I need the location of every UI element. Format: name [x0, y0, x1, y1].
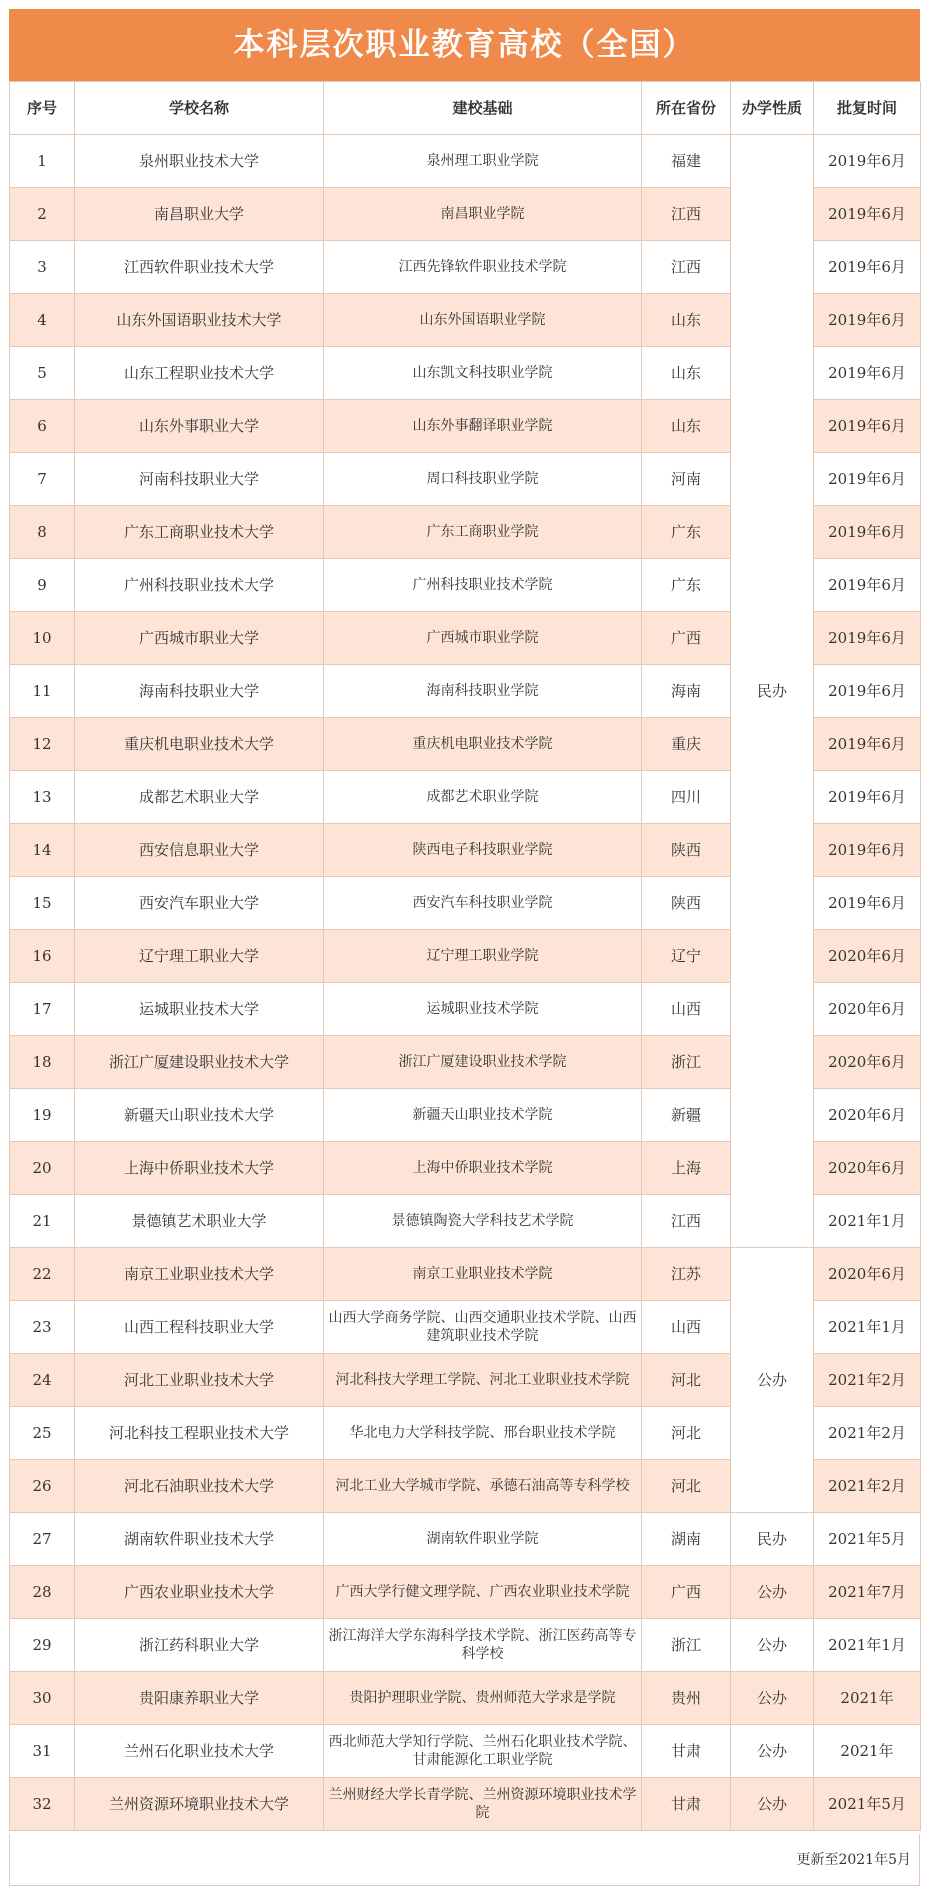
cell-founding-basis: 西北师范大学知行学院、兰州石化职业技术学院、甘肃能源化工职业学院	[324, 1725, 642, 1778]
header-approval-date: 批复时间	[814, 82, 921, 135]
cell-approval-date: 2021年	[814, 1725, 921, 1778]
cell-no: 28	[10, 1566, 75, 1619]
cell-school-name: 运城职业技术大学	[75, 983, 324, 1036]
cell-approval-date: 2019年6月	[814, 347, 921, 400]
cell-founding-basis: 南京工业职业技术学院	[324, 1248, 642, 1301]
cell-province: 广西	[642, 1566, 731, 1619]
cell-no: 9	[10, 559, 75, 612]
cell-founding-basis: 广西大学行健文理学院、广西农业职业技术学院	[324, 1566, 642, 1619]
cell-founding-basis: 上海中侨职业技术学院	[324, 1142, 642, 1195]
cell-school-name: 南昌职业大学	[75, 188, 324, 241]
cell-school-name: 浙江广厦建设职业技术大学	[75, 1036, 324, 1089]
cell-founding-basis: 景德镇陶瓷大学科技艺术学院	[324, 1195, 642, 1248]
cell-approval-date: 2019年6月	[814, 612, 921, 665]
cell-school-name: 上海中侨职业技术大学	[75, 1142, 324, 1195]
cell-founding-basis: 浙江海洋大学东海科学技术学院、浙江医药高等专科学校	[324, 1619, 642, 1672]
cell-no: 15	[10, 877, 75, 930]
cell-province: 重庆	[642, 718, 731, 771]
cell-no: 20	[10, 1142, 75, 1195]
cell-approval-date: 2019年6月	[814, 877, 921, 930]
cell-school-name: 广西农业职业技术大学	[75, 1566, 324, 1619]
header-row	[10, 82, 921, 135]
cell-province: 河北	[642, 1407, 731, 1460]
cell-province: 辽宁	[642, 930, 731, 983]
cell-no: 1	[10, 135, 75, 188]
cell-founding-basis: 广西城市职业学院	[324, 612, 642, 665]
table-row	[10, 1248, 921, 1301]
cell-province: 甘肃	[642, 1778, 731, 1831]
header-nature: 办学性质	[731, 82, 814, 135]
cell-province: 福建	[642, 135, 731, 188]
cell-no: 25	[10, 1407, 75, 1460]
cell-no: 29	[10, 1619, 75, 1672]
cell-nature: 公办	[731, 1619, 814, 1672]
cell-approval-date: 2021年1月	[814, 1301, 921, 1354]
cell-province: 陕西	[642, 824, 731, 877]
cell-school-name: 西安汽车职业大学	[75, 877, 324, 930]
cell-province: 山西	[642, 983, 731, 1036]
cell-province: 海南	[642, 665, 731, 718]
cell-approval-date: 2021年2月	[814, 1354, 921, 1407]
cell-no: 6	[10, 400, 75, 453]
cell-school-name: 河北科技工程职业技术大学	[75, 1407, 324, 1460]
cell-no: 8	[10, 506, 75, 559]
cell-no: 5	[10, 347, 75, 400]
cell-approval-date: 2019年6月	[814, 771, 921, 824]
cell-no: 27	[10, 1513, 75, 1566]
cell-founding-basis: 山东外事翻译职业学院	[324, 400, 642, 453]
cell-province: 河南	[642, 453, 731, 506]
cell-province: 广西	[642, 612, 731, 665]
cell-approval-date: 2021年2月	[814, 1407, 921, 1460]
cell-approval-date: 2019年6月	[814, 135, 921, 188]
cell-province: 河北	[642, 1460, 731, 1513]
table-row	[10, 135, 921, 188]
cell-no: 24	[10, 1354, 75, 1407]
cell-founding-basis: 成都艺术职业学院	[324, 771, 642, 824]
cell-founding-basis: 河北工业大学城市学院、承德石油高等专科学校	[324, 1460, 642, 1513]
cell-approval-date: 2021年1月	[814, 1619, 921, 1672]
cell-approval-date: 2019年6月	[814, 824, 921, 877]
cell-province: 陕西	[642, 877, 731, 930]
cell-approval-date: 2020年6月	[814, 1089, 921, 1142]
cell-no: 32	[10, 1778, 75, 1831]
cell-no: 3	[10, 241, 75, 294]
cell-nature-public-group: 公办	[731, 1248, 814, 1513]
cell-school-name: 广西城市职业大学	[75, 612, 324, 665]
cell-no: 16	[10, 930, 75, 983]
cell-school-name: 兰州资源环境职业技术大学	[75, 1778, 324, 1831]
cell-nature-private-group: 民办	[731, 135, 814, 1248]
cell-no: 11	[10, 665, 75, 718]
cell-province: 广东	[642, 559, 731, 612]
cell-founding-basis: 湖南软件职业学院	[324, 1513, 642, 1566]
cell-province: 新疆	[642, 1089, 731, 1142]
cell-no: 31	[10, 1725, 75, 1778]
cell-no: 17	[10, 983, 75, 1036]
cell-founding-basis: 贵阳护理职业学院、贵州师范大学求是学院	[324, 1672, 642, 1725]
cell-school-name: 山东外国语职业技术大学	[75, 294, 324, 347]
cell-school-name: 海南科技职业大学	[75, 665, 324, 718]
cell-founding-basis: 泉州理工职业学院	[324, 135, 642, 188]
cell-founding-basis: 山西大学商务学院、山西交通职业技术学院、山西建筑职业技术学院	[324, 1301, 642, 1354]
cell-province: 江西	[642, 188, 731, 241]
cell-approval-date: 2021年2月	[814, 1460, 921, 1513]
cell-no: 21	[10, 1195, 75, 1248]
cell-founding-basis: 江西先锋软件职业技术学院	[324, 241, 642, 294]
table-row	[10, 1672, 921, 1725]
cell-founding-basis: 南昌职业学院	[324, 188, 642, 241]
cell-school-name: 成都艺术职业大学	[75, 771, 324, 824]
cell-nature: 公办	[731, 1778, 814, 1831]
cell-founding-basis: 山东外国语职业学院	[324, 294, 642, 347]
cell-no: 23	[10, 1301, 75, 1354]
cell-no: 22	[10, 1248, 75, 1301]
cell-province: 山西	[642, 1301, 731, 1354]
cell-school-name: 贵阳康养职业大学	[75, 1672, 324, 1725]
table-title: 本科层次职业教育高校（全国）	[9, 9, 920, 81]
cell-founding-basis: 海南科技职业学院	[324, 665, 642, 718]
cell-founding-basis: 浙江广厦建设职业技术学院	[324, 1036, 642, 1089]
table-row	[10, 1619, 921, 1672]
header-founding-basis: 建校基础	[324, 82, 642, 135]
table-row	[10, 1566, 921, 1619]
university-table	[9, 81, 921, 1831]
cell-founding-basis: 陕西电子科技职业学院	[324, 824, 642, 877]
cell-approval-date: 2019年6月	[814, 453, 921, 506]
cell-founding-basis: 辽宁理工职业学院	[324, 930, 642, 983]
cell-approval-date: 2020年6月	[814, 1248, 921, 1301]
cell-school-name: 山西工程科技职业大学	[75, 1301, 324, 1354]
cell-approval-date: 2019年6月	[814, 400, 921, 453]
cell-province: 湖南	[642, 1513, 731, 1566]
cell-province: 山东	[642, 347, 731, 400]
cell-founding-basis: 重庆机电职业技术学院	[324, 718, 642, 771]
cell-approval-date: 2019年6月	[814, 294, 921, 347]
table-row	[10, 1725, 921, 1778]
cell-province: 山东	[642, 294, 731, 347]
header-no: 序号	[10, 82, 75, 135]
cell-school-name: 山东工程职业技术大学	[75, 347, 324, 400]
cell-school-name: 山东外事职业大学	[75, 400, 324, 453]
cell-province: 江苏	[642, 1248, 731, 1301]
cell-no: 26	[10, 1460, 75, 1513]
cell-school-name: 重庆机电职业技术大学	[75, 718, 324, 771]
cell-school-name: 兰州石化职业技术大学	[75, 1725, 324, 1778]
cell-province: 浙江	[642, 1619, 731, 1672]
cell-founding-basis: 新疆天山职业技术学院	[324, 1089, 642, 1142]
cell-founding-basis: 河北科技大学理工学院、河北工业职业技术学院	[324, 1354, 642, 1407]
table-row	[10, 1513, 921, 1566]
header-province: 所在省份	[642, 82, 731, 135]
cell-province: 河北	[642, 1354, 731, 1407]
cell-founding-basis: 运城职业技术学院	[324, 983, 642, 1036]
cell-school-name: 广东工商职业技术大学	[75, 506, 324, 559]
cell-no: 30	[10, 1672, 75, 1725]
cell-province: 江西	[642, 1195, 731, 1248]
cell-no: 18	[10, 1036, 75, 1089]
cell-school-name: 河北工业职业技术大学	[75, 1354, 324, 1407]
cell-school-name: 泉州职业技术大学	[75, 135, 324, 188]
cell-approval-date: 2021年1月	[814, 1195, 921, 1248]
cell-province: 甘肃	[642, 1725, 731, 1778]
update-note: 更新至2021年5月	[9, 1834, 920, 1886]
cell-founding-basis: 广州科技职业技术学院	[324, 559, 642, 612]
cell-province: 四川	[642, 771, 731, 824]
cell-no: 19	[10, 1089, 75, 1142]
cell-approval-date: 2020年6月	[814, 1036, 921, 1089]
cell-school-name: 西安信息职业大学	[75, 824, 324, 877]
cell-no: 13	[10, 771, 75, 824]
cell-no: 14	[10, 824, 75, 877]
cell-school-name: 湖南软件职业技术大学	[75, 1513, 324, 1566]
cell-approval-date: 2021年5月	[814, 1778, 921, 1831]
cell-approval-date: 2019年6月	[814, 718, 921, 771]
cell-school-name: 河南科技职业大学	[75, 453, 324, 506]
cell-no: 4	[10, 294, 75, 347]
cell-province: 江西	[642, 241, 731, 294]
cell-approval-date: 2020年6月	[814, 983, 921, 1036]
cell-school-name: 浙江药科职业大学	[75, 1619, 324, 1672]
cell-nature: 民办	[731, 1513, 814, 1566]
cell-approval-date: 2021年	[814, 1672, 921, 1725]
cell-founding-basis: 兰州财经大学长青学院、兰州资源环境职业技术学院	[324, 1778, 642, 1831]
cell-no: 2	[10, 188, 75, 241]
cell-school-name: 江西软件职业技术大学	[75, 241, 324, 294]
cell-school-name: 南京工业职业技术大学	[75, 1248, 324, 1301]
cell-province: 上海	[642, 1142, 731, 1195]
cell-approval-date: 2021年7月	[814, 1566, 921, 1619]
cell-founding-basis: 广东工商职业学院	[324, 506, 642, 559]
cell-approval-date: 2020年6月	[814, 1142, 921, 1195]
cell-nature: 公办	[731, 1672, 814, 1725]
cell-province: 广东	[642, 506, 731, 559]
cell-approval-date: 2019年6月	[814, 241, 921, 294]
cell-no: 10	[10, 612, 75, 665]
cell-school-name: 广州科技职业技术大学	[75, 559, 324, 612]
cell-nature: 公办	[731, 1566, 814, 1619]
cell-approval-date: 2019年6月	[814, 188, 921, 241]
cell-province: 山东	[642, 400, 731, 453]
cell-approval-date: 2020年6月	[814, 930, 921, 983]
cell-founding-basis: 山东凯文科技职业学院	[324, 347, 642, 400]
cell-province: 贵州	[642, 1672, 731, 1725]
cell-founding-basis: 周口科技职业学院	[324, 453, 642, 506]
cell-approval-date: 2021年5月	[814, 1513, 921, 1566]
header-school-name: 学校名称	[75, 82, 324, 135]
cell-founding-basis: 西安汽车科技职业学院	[324, 877, 642, 930]
cell-province: 浙江	[642, 1036, 731, 1089]
cell-approval-date: 2019年6月	[814, 665, 921, 718]
cell-school-name: 新疆天山职业技术大学	[75, 1089, 324, 1142]
cell-founding-basis: 华北电力大学科技学院、邢台职业技术学院	[324, 1407, 642, 1460]
table-row	[10, 1778, 921, 1831]
cell-school-name: 景德镇艺术职业大学	[75, 1195, 324, 1248]
cell-approval-date: 2019年6月	[814, 506, 921, 559]
cell-no: 12	[10, 718, 75, 771]
cell-no: 7	[10, 453, 75, 506]
cell-school-name: 辽宁理工职业大学	[75, 930, 324, 983]
cell-school-name: 河北石油职业技术大学	[75, 1460, 324, 1513]
cell-approval-date: 2019年6月	[814, 559, 921, 612]
cell-nature: 公办	[731, 1725, 814, 1778]
